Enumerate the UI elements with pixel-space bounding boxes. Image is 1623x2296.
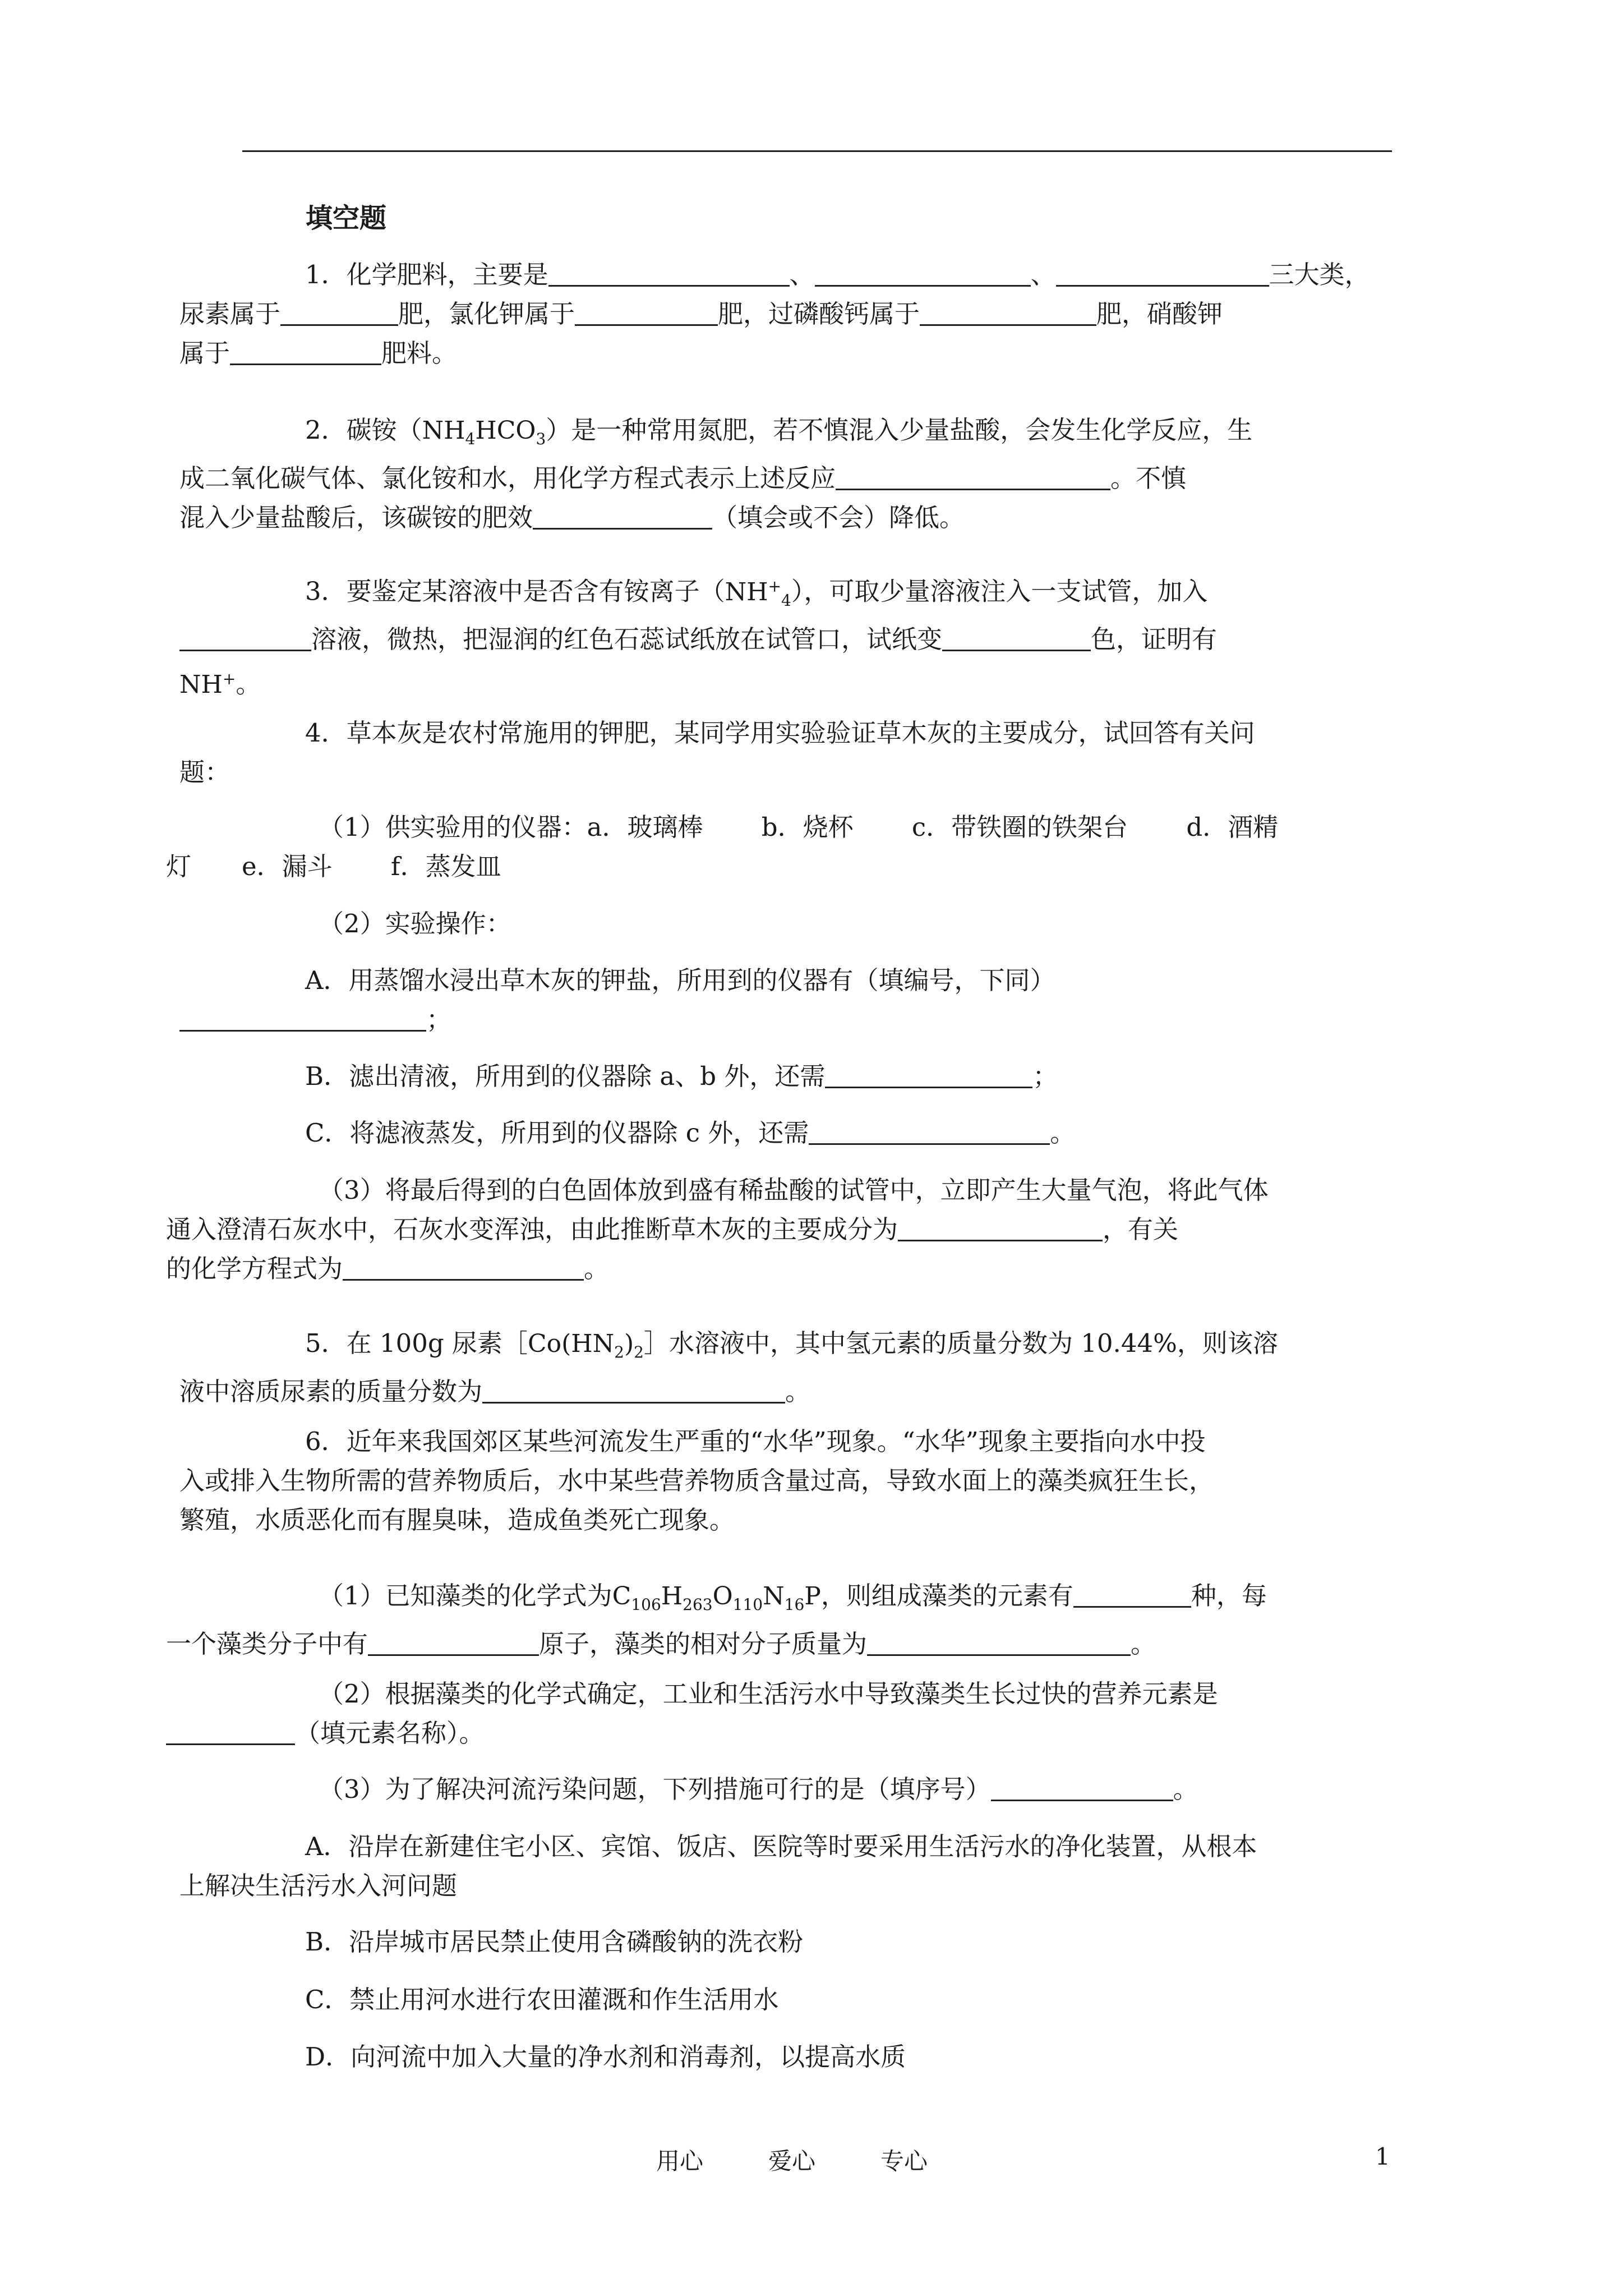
question-4-part-2: （2）实验操作：	[319, 909, 511, 938]
answer-blank[interactable]	[1056, 259, 1269, 287]
question-6-part-1: （1）已知藻类的化学式为$C_{106}H_{263}O_{110}N_{16}P$，则组成藻类的元素有 种，每 一个藻类分子中有 原子，藻类的相对分子质量为 。	[166, 1581, 1267, 1659]
question-4-part-1: （1）供实验用的仪器：a．玻璃棒 b．烧杯 c．带铁圈的铁架台 d．酒精 灯 e．漏斗 f．蒸发皿	[166, 812, 1279, 881]
answer-blank[interactable]	[482, 1376, 785, 1404]
answer-blank[interactable]	[166, 1718, 295, 1745]
question-4-step-c: C．将滤液蒸发，所用到的仪器除 c 外，还需 。	[305, 1118, 1076, 1148]
answer-blank[interactable]	[548, 259, 790, 287]
ammonium-ion-formula: NH+	[179, 669, 236, 700]
footer-word: 专心	[880, 2147, 928, 2175]
answer-blank[interactable]	[179, 624, 311, 651]
answer-blank[interactable]	[836, 463, 1110, 490]
option-c: C．禁止用河水进行农田灌溉和作生活用水	[305, 1985, 779, 2014]
answer-blank[interactable]	[867, 1628, 1131, 1656]
header-rule	[242, 150, 1392, 152]
option-a: A．沿岸在新建住宅小区、宾馆、饭店、医院等时要采用生活污水的净化装置，从根本 上解决生活污水入河问题	[179, 1832, 1257, 1901]
algae-formula: $C_{106}H_{263}O_{110}N_{16}P$	[612, 1582, 821, 1614]
ammonium-ion-formula: $NH^+_4$	[725, 577, 791, 610]
question-1: 1．化学肥料，主要是 、 、 三大类， 尿素属于 肥，氯化钾属于 肥，过磷酸钙属于 肥，硝酸钾 属于 肥料。	[179, 260, 1370, 368]
answer-blank[interactable]	[920, 298, 1096, 326]
question-3: 3．要鉴定某溶液中是否含有铵离子$(NH^+_4)$，可取少量溶液注入一支试管，加入 溶液，微热，把湿润的红色石蕊试纸放在试管口，试纸变 色，证明有 NH+。	[179, 576, 1218, 700]
option-b: B．沿岸城市居民禁止使用含磷酸钠的洗衣粉	[305, 1927, 804, 1957]
answer-blank[interactable]	[230, 338, 381, 365]
answer-blank[interactable]	[1073, 1580, 1191, 1608]
answer-blank[interactable]	[368, 1628, 539, 1656]
page-number: 1	[1375, 2143, 1390, 2170]
question-6: 6．近年来我国郊区某些河流发生严重的“水华”现象。“水华”现象主要指向水中投 入或排入生物所需的营养物质后，水中某些营养物质含量过高，导致水面上的藻类疯狂生长， 繁殖，水质恶化而有腥臭味，造成鱼类死亡现象。	[179, 1427, 1215, 1535]
question-4-step-a: A．用蒸馏水浸出草木灰的钾盐，所用到的仪器有（填编号，下同） ；	[242, 961, 1392, 1039]
answer-blank[interactable]	[898, 1214, 1103, 1241]
question-4-step-b: B．滤出清液，所用到的仪器除 a、b 外，还需 ；	[305, 1061, 1058, 1091]
answer-blank[interactable]	[533, 502, 712, 530]
question-6-part-3: （3）为了解决河流污染问题，下列措施可行的是（填序号） 。	[319, 1774, 1198, 1804]
answer-blank[interactable]	[815, 259, 1031, 287]
answer-blank[interactable]	[575, 298, 718, 326]
answer-blank[interactable]	[280, 298, 398, 326]
answer-blank[interactable]	[825, 1061, 1032, 1088]
section-title: 填空题	[306, 203, 387, 234]
question-4: 4．草本灰是农村常施用的钾肥，某同学用实验验证草木灰的主要成分，试回答有关问 题：	[179, 718, 1255, 787]
question-2: 2．碳铵$(NH_4HCO_3)$是一种常用氮肥，若不慎混入少量盐酸，会发生化学反应，生 成二氧化碳气体、氯化铵和水，用化学方程式表示上述反应 。不慎 混入少量盐酸后，该碳铵的肥效 （填会或不会）降低。	[179, 415, 1253, 532]
question-4-part-3: （3）将最后得到的白色固体放到盛有稀盐酸的试管中，立即产生大量气泡，将此气体 通入澄清石灰水中，石灰水变浑浊，由此推断草木灰的主要成分为 ，有关 的化学方程式为 。	[166, 1175, 1269, 1283]
footer-word: 用心	[656, 2147, 704, 2175]
footer-word: 爱心	[768, 2147, 816, 2175]
option-d: D．向河流中加入大量的净水剂和消毒剂，以提高水质	[305, 2042, 906, 2072]
urea-formula: $Co(HN_2)_2$	[527, 1329, 644, 1361]
question-6-part-2: （2）根据藻类的化学式确定，工业和生活污水中导致藻类生长过快的营养元素是 （填元素名称）。	[242, 1674, 1392, 1753]
answer-blank[interactable]	[991, 1774, 1173, 1801]
answer-blank[interactable]	[343, 1253, 584, 1281]
answer-blank[interactable]	[942, 624, 1091, 651]
answer-blank[interactable]	[809, 1117, 1050, 1145]
answer-blank[interactable]	[179, 1004, 426, 1032]
question-5: 5．在 100g 尿素$[Co(HN_2)_2]$水溶液中，其中氢元素的质量分数为 10.44%，则该溶 液中溶质尿素的质量分数为 。	[179, 1328, 1278, 1406]
ammonium-bicarbonate-formula: $NH_4HCO_3$	[422, 416, 546, 448]
